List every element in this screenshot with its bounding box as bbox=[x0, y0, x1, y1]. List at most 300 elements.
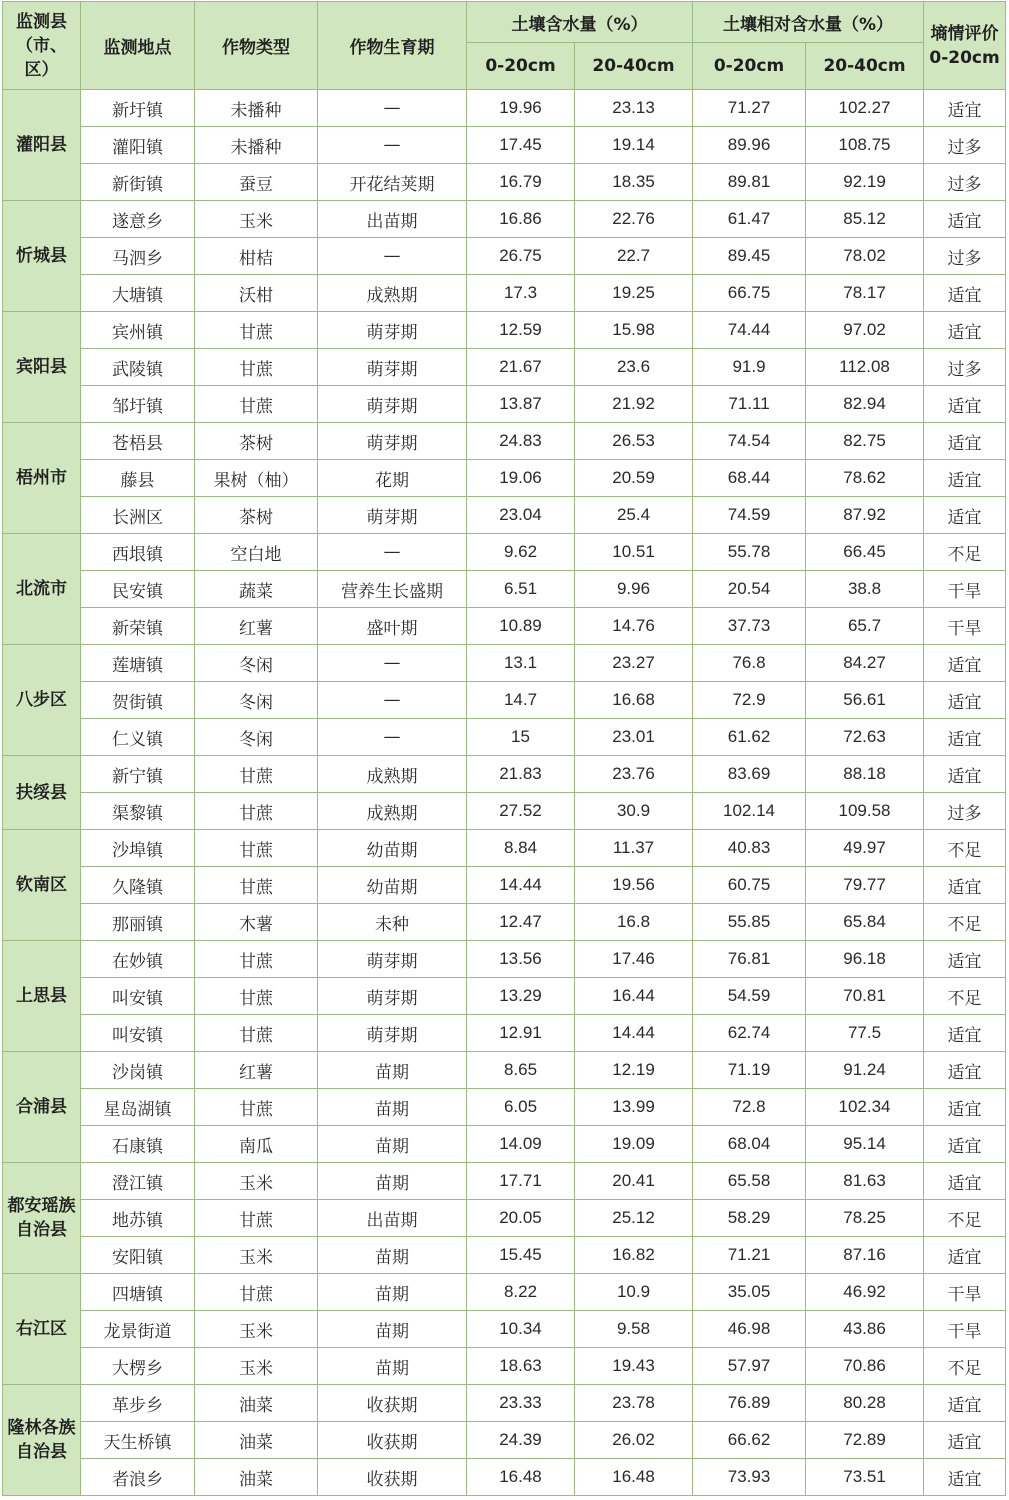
county-name-line: 隆林各族 bbox=[7, 1418, 76, 1438]
county-column-header bbox=[3, 2, 81, 90]
table-row bbox=[3, 1163, 1006, 1200]
moisture-20-40-cell: 30.9 bbox=[575, 793, 693, 830]
relative-20-40-cell: 70.86 bbox=[806, 1348, 924, 1385]
moisture-20-40-cell: 18.35 bbox=[575, 164, 693, 201]
crop-cell: 甘蔗 bbox=[195, 1015, 318, 1052]
evaluation-cell: 适宜 bbox=[924, 90, 1006, 127]
crop-cell: 未播种 bbox=[195, 127, 318, 164]
crop-cell: 玉米 bbox=[195, 1237, 318, 1274]
relative-0-20-cell: 91.9 bbox=[693, 349, 806, 386]
site-cell: 遂意乡 bbox=[81, 201, 195, 238]
crop-cell: 玉米 bbox=[195, 1311, 318, 1348]
table-row bbox=[3, 423, 1006, 460]
relative-0-20-cell: 102.14 bbox=[693, 793, 806, 830]
relative-20-40-cell: 78.17 bbox=[806, 275, 924, 312]
county-cell bbox=[3, 1163, 81, 1274]
table-row bbox=[3, 497, 1006, 534]
site-cell: 灌阳镇 bbox=[81, 127, 195, 164]
moisture-0-20-cell: 8.84 bbox=[467, 830, 575, 867]
relative-0-20-cell: 74.54 bbox=[693, 423, 806, 460]
evaluation-cell: 适宜 bbox=[924, 682, 1006, 719]
moisture-0-20-cell: 16.79 bbox=[467, 164, 575, 201]
moisture-0-20-cell: 14.09 bbox=[467, 1126, 575, 1163]
evaluation-cell: 适宜 bbox=[924, 1422, 1006, 1459]
moisture-0-20-cell: 12.91 bbox=[467, 1015, 575, 1052]
evaluation-cell: 不足 bbox=[924, 978, 1006, 1015]
relative-0-20-cell: 60.75 bbox=[693, 867, 806, 904]
stage-column-header: 作物生育期 bbox=[318, 2, 467, 90]
evaluation-cell: 适宜 bbox=[924, 497, 1006, 534]
table-row bbox=[3, 608, 1006, 645]
stage-cell: 幼苗期 bbox=[318, 830, 467, 867]
evaluation-cell: 过多 bbox=[924, 127, 1006, 164]
moisture-0-20-cell: 12.59 bbox=[467, 312, 575, 349]
relative-20-40-cell: 78.02 bbox=[806, 238, 924, 275]
crop-cell: 冬闲 bbox=[195, 682, 318, 719]
county-name-line: 钦南区 bbox=[16, 875, 67, 895]
evaluation-cell: 适宜 bbox=[924, 1015, 1006, 1052]
crop-column-header: 作物类型 bbox=[195, 2, 318, 90]
relative-20-40-cell: 87.16 bbox=[806, 1237, 924, 1274]
crop-cell: 沃柑 bbox=[195, 275, 318, 312]
moisture-20-40-cell: 16.82 bbox=[575, 1237, 693, 1274]
crop-cell: 甘蔗 bbox=[195, 793, 318, 830]
stage-cell: 苗期 bbox=[318, 1089, 467, 1126]
relative-0-20-cell: 72.9 bbox=[693, 682, 806, 719]
relative-20-40-cell: 108.75 bbox=[806, 127, 924, 164]
moisture-0-20-cell: 9.62 bbox=[467, 534, 575, 571]
site-cell: 仁义镇 bbox=[81, 719, 195, 756]
relative-0-20-cell: 89.96 bbox=[693, 127, 806, 164]
county-cell bbox=[3, 1052, 81, 1163]
table-row bbox=[3, 1089, 1006, 1126]
site-cell: 新荣镇 bbox=[81, 608, 195, 645]
site-cell: 安阳镇 bbox=[81, 1237, 195, 1274]
relative-0-20-cell: 68.44 bbox=[693, 460, 806, 497]
relative-20-40-cell: 102.27 bbox=[806, 90, 924, 127]
relative-0-20-cell: 20.54 bbox=[693, 571, 806, 608]
relative-20-40-cell: 95.14 bbox=[806, 1126, 924, 1163]
table-row bbox=[3, 682, 1006, 719]
evaluation-cell: 适宜 bbox=[924, 1385, 1006, 1422]
county-cell bbox=[3, 534, 81, 645]
relative-0-20-cell: 58.29 bbox=[693, 1200, 806, 1237]
moisture-20-40-cell: 11.37 bbox=[575, 830, 693, 867]
moisture-20-40-cell: 22.76 bbox=[575, 201, 693, 238]
site-cell: 马泗乡 bbox=[81, 238, 195, 275]
moisture-0-20-cell: 17.3 bbox=[467, 275, 575, 312]
crop-cell: 油菜 bbox=[195, 1459, 318, 1496]
stage-cell: — bbox=[318, 238, 467, 275]
county-name-line: 右江区 bbox=[16, 1319, 67, 1339]
moisture-20-40-cell: 13.99 bbox=[575, 1089, 693, 1126]
site-cell: 石康镇 bbox=[81, 1126, 195, 1163]
moisture-0-20-cell: 23.04 bbox=[467, 497, 575, 534]
moisture-0-20-cell: 6.51 bbox=[467, 571, 575, 608]
crop-cell: 冬闲 bbox=[195, 719, 318, 756]
crop-cell: 甘蔗 bbox=[195, 941, 318, 978]
county-name-line: 忻城县 bbox=[16, 246, 67, 266]
relative-0-20-cell: 74.59 bbox=[693, 497, 806, 534]
crop-cell: 木薯 bbox=[195, 904, 318, 941]
moisture-0-20-cell: 21.67 bbox=[467, 349, 575, 386]
table-row bbox=[3, 867, 1006, 904]
evaluation-cell: 适宜 bbox=[924, 941, 1006, 978]
moisture-0-20-cell: 23.33 bbox=[467, 1385, 575, 1422]
site-cell: 新宁镇 bbox=[81, 756, 195, 793]
county-name-line: 自治县 bbox=[16, 1220, 67, 1240]
site-cell: 邹圩镇 bbox=[81, 386, 195, 423]
moisture-20-40-cell: 16.68 bbox=[575, 682, 693, 719]
evaluation-header-line: 0-20cm bbox=[929, 47, 1000, 68]
relative-0-20-cell: 66.75 bbox=[693, 275, 806, 312]
moisture-0-20-header: 0-20cm bbox=[467, 43, 575, 90]
table-row bbox=[3, 1237, 1006, 1274]
table-row bbox=[3, 90, 1006, 127]
evaluation-cell: 不足 bbox=[924, 534, 1006, 571]
stage-cell: 苗期 bbox=[318, 1237, 467, 1274]
county-name-line: 合浦县 bbox=[16, 1097, 67, 1117]
moisture-0-20-cell: 21.83 bbox=[467, 756, 575, 793]
relative-20-40-cell: 81.63 bbox=[806, 1163, 924, 1200]
relative-0-20-cell: 61.62 bbox=[693, 719, 806, 756]
stage-cell: 萌芽期 bbox=[318, 497, 467, 534]
crop-cell: 油菜 bbox=[195, 1422, 318, 1459]
evaluation-cell: 适宜 bbox=[924, 1163, 1006, 1200]
relative-20-40-cell: 78.62 bbox=[806, 460, 924, 497]
moisture-20-40-cell: 22.7 bbox=[575, 238, 693, 275]
relative-0-20-cell: 68.04 bbox=[693, 1126, 806, 1163]
relative-0-20-cell: 72.8 bbox=[693, 1089, 806, 1126]
county-cell bbox=[3, 756, 81, 830]
table-row bbox=[3, 978, 1006, 1015]
relative-20-40-cell: 80.28 bbox=[806, 1385, 924, 1422]
relative-20-40-cell: 102.34 bbox=[806, 1089, 924, 1126]
evaluation-cell: 干旱 bbox=[924, 1274, 1006, 1311]
relative-20-40-cell: 65.7 bbox=[806, 608, 924, 645]
moisture-20-40-cell: 19.09 bbox=[575, 1126, 693, 1163]
county-cell bbox=[3, 1274, 81, 1385]
site-cell: 新街镇 bbox=[81, 164, 195, 201]
relative-20-40-cell: 73.51 bbox=[806, 1459, 924, 1496]
moisture-0-20-cell: 10.89 bbox=[467, 608, 575, 645]
table-row bbox=[3, 571, 1006, 608]
evaluation-cell: 适宜 bbox=[924, 460, 1006, 497]
site-cell: 渠黎镇 bbox=[81, 793, 195, 830]
relative-0-20-cell: 55.85 bbox=[693, 904, 806, 941]
site-cell: 久隆镇 bbox=[81, 867, 195, 904]
moisture-0-20-cell: 19.06 bbox=[467, 460, 575, 497]
table-row bbox=[3, 1274, 1006, 1311]
moisture-0-20-cell: 24.83 bbox=[467, 423, 575, 460]
evaluation-cell: 适宜 bbox=[924, 201, 1006, 238]
moisture-20-40-cell: 9.96 bbox=[575, 571, 693, 608]
moisture-20-40-cell: 25.12 bbox=[575, 1200, 693, 1237]
evaluation-cell: 适宜 bbox=[924, 1089, 1006, 1126]
moisture-20-40-cell: 26.02 bbox=[575, 1422, 693, 1459]
stage-cell: 萌芽期 bbox=[318, 941, 467, 978]
moisture-0-20-cell: 19.96 bbox=[467, 90, 575, 127]
site-cell: 长洲区 bbox=[81, 497, 195, 534]
crop-cell: 茶树 bbox=[195, 497, 318, 534]
relative-20-40-cell: 85.12 bbox=[806, 201, 924, 238]
evaluation-cell: 适宜 bbox=[924, 386, 1006, 423]
stage-cell: 苗期 bbox=[318, 1348, 467, 1385]
relative-0-20-cell: 89.81 bbox=[693, 164, 806, 201]
crop-cell: 果树（柚） bbox=[195, 460, 318, 497]
moisture-20-40-cell: 14.76 bbox=[575, 608, 693, 645]
moisture-20-40-cell: 23.6 bbox=[575, 349, 693, 386]
crop-cell: 柑桔 bbox=[195, 238, 318, 275]
site-cell: 者浪乡 bbox=[81, 1459, 195, 1496]
evaluation-column-header bbox=[924, 2, 1006, 90]
county-cell bbox=[3, 90, 81, 201]
crop-cell: 甘蔗 bbox=[195, 978, 318, 1015]
relative-0-20-cell: 55.78 bbox=[693, 534, 806, 571]
evaluation-cell: 适宜 bbox=[924, 756, 1006, 793]
evaluation-cell: 适宜 bbox=[924, 1126, 1006, 1163]
relative-0-20-cell: 83.69 bbox=[693, 756, 806, 793]
moisture-group-header: 土壤含水量（%） bbox=[467, 2, 693, 43]
table-row bbox=[3, 238, 1006, 275]
crop-cell: 红薯 bbox=[195, 608, 318, 645]
crop-cell: 甘蔗 bbox=[195, 1274, 318, 1311]
moisture-0-20-cell: 8.22 bbox=[467, 1274, 575, 1311]
county-name-line: 宾阳县 bbox=[16, 357, 67, 377]
relative-20-40-cell: 92.19 bbox=[806, 164, 924, 201]
evaluation-cell: 过多 bbox=[924, 349, 1006, 386]
county-name-line: 扶绥县 bbox=[16, 782, 67, 803]
stage-cell: 萌芽期 bbox=[318, 423, 467, 460]
county-cell bbox=[3, 201, 81, 312]
county-name-line: 自治县 bbox=[16, 1442, 67, 1462]
relative-20-40-cell: 84.27 bbox=[806, 645, 924, 682]
county-name-line: 都安瑶族 bbox=[7, 1196, 76, 1216]
stage-cell: 花期 bbox=[318, 460, 467, 497]
table-row bbox=[3, 312, 1006, 349]
evaluation-cell: 适宜 bbox=[924, 719, 1006, 756]
relative-20-40-cell: 97.02 bbox=[806, 312, 924, 349]
moisture-0-20-cell: 15.45 bbox=[467, 1237, 575, 1274]
table-row bbox=[3, 127, 1006, 164]
evaluation-cell: 适宜 bbox=[924, 645, 1006, 682]
stage-cell: 苗期 bbox=[318, 1274, 467, 1311]
table-row bbox=[3, 793, 1006, 830]
relative-20-40-cell: 112.08 bbox=[806, 349, 924, 386]
evaluation-cell: 不足 bbox=[924, 830, 1006, 867]
evaluation-cell: 过多 bbox=[924, 238, 1006, 275]
table-row bbox=[3, 1126, 1006, 1163]
moisture-0-20-cell: 13.56 bbox=[467, 941, 575, 978]
moisture-20-40-cell: 23.78 bbox=[575, 1385, 693, 1422]
crop-cell: 甘蔗 bbox=[195, 386, 318, 423]
relative-20-40-cell: 78.25 bbox=[806, 1200, 924, 1237]
site-cell: 天生桥镇 bbox=[81, 1422, 195, 1459]
moisture-0-20-cell: 15 bbox=[467, 719, 575, 756]
table-row bbox=[3, 1385, 1006, 1422]
moisture-20-40-header: 20-40cm bbox=[575, 43, 693, 90]
stage-cell: — bbox=[318, 682, 467, 719]
evaluation-cell: 过多 bbox=[924, 164, 1006, 201]
site-cell: 大塘镇 bbox=[81, 275, 195, 312]
relative-20-40-cell: 43.86 bbox=[806, 1311, 924, 1348]
site-cell: 澄江镇 bbox=[81, 1163, 195, 1200]
moisture-20-40-cell: 19.25 bbox=[575, 275, 693, 312]
relative-0-20-cell: 62.74 bbox=[693, 1015, 806, 1052]
moisture-0-20-cell: 10.34 bbox=[467, 1311, 575, 1348]
table-row bbox=[3, 349, 1006, 386]
stage-cell: 苗期 bbox=[318, 1052, 467, 1089]
relative-20-40-cell: 82.75 bbox=[806, 423, 924, 460]
stage-cell: 收获期 bbox=[318, 1385, 467, 1422]
relative-0-20-header: 0-20cm bbox=[693, 43, 806, 90]
table-row bbox=[3, 830, 1006, 867]
site-cell: 莲塘镇 bbox=[81, 645, 195, 682]
table-row bbox=[3, 756, 1006, 793]
stage-cell: 萌芽期 bbox=[318, 978, 467, 1015]
table-row bbox=[3, 164, 1006, 201]
relative-20-40-cell: 49.97 bbox=[806, 830, 924, 867]
crop-cell: 未播种 bbox=[195, 90, 318, 127]
relative-0-20-cell: 37.73 bbox=[693, 608, 806, 645]
relative-0-20-cell: 71.21 bbox=[693, 1237, 806, 1274]
moisture-0-20-cell: 14.44 bbox=[467, 867, 575, 904]
crop-cell: 甘蔗 bbox=[195, 830, 318, 867]
stage-cell: — bbox=[318, 127, 467, 164]
county-name-line: 灌阳县 bbox=[16, 135, 67, 155]
relative-0-20-cell: 54.59 bbox=[693, 978, 806, 1015]
table-row bbox=[3, 201, 1006, 238]
moisture-0-20-cell: 26.75 bbox=[467, 238, 575, 275]
moisture-20-40-cell: 19.14 bbox=[575, 127, 693, 164]
stage-cell: — bbox=[318, 90, 467, 127]
moisture-20-40-cell: 21.92 bbox=[575, 386, 693, 423]
relative-20-40-cell: 109.58 bbox=[806, 793, 924, 830]
site-cell: 武陵镇 bbox=[81, 349, 195, 386]
moisture-0-20-cell: 16.86 bbox=[467, 201, 575, 238]
site-cell: 苍梧县 bbox=[81, 423, 195, 460]
county-name-line: 八步区 bbox=[16, 690, 67, 710]
moisture-0-20-cell: 17.45 bbox=[467, 127, 575, 164]
relative-0-20-cell: 76.81 bbox=[693, 941, 806, 978]
county-cell bbox=[3, 312, 81, 423]
moisture-20-40-cell: 16.8 bbox=[575, 904, 693, 941]
relative-20-40-cell: 72.63 bbox=[806, 719, 924, 756]
crop-cell: 蚕豆 bbox=[195, 164, 318, 201]
moisture-0-20-cell: 13.87 bbox=[467, 386, 575, 423]
stage-cell: — bbox=[318, 534, 467, 571]
moisture-20-40-cell: 23.76 bbox=[575, 756, 693, 793]
crop-cell: 冬闲 bbox=[195, 645, 318, 682]
table-row bbox=[3, 386, 1006, 423]
stage-cell: 未种 bbox=[318, 904, 467, 941]
moisture-0-20-cell: 18.63 bbox=[467, 1348, 575, 1385]
relative-20-40-cell: 65.84 bbox=[806, 904, 924, 941]
soil-moisture-table bbox=[2, 1, 1006, 1496]
stage-cell: 开花结荚期 bbox=[318, 164, 467, 201]
county-name-line: 北流市 bbox=[16, 579, 67, 599]
moisture-0-20-cell: 6.05 bbox=[467, 1089, 575, 1126]
table-row bbox=[3, 1422, 1006, 1459]
moisture-0-20-cell: 16.48 bbox=[467, 1459, 575, 1496]
moisture-20-40-cell: 10.51 bbox=[575, 534, 693, 571]
stage-cell: 成熟期 bbox=[318, 275, 467, 312]
moisture-0-20-cell: 13.1 bbox=[467, 645, 575, 682]
site-cell: 沙埠镇 bbox=[81, 830, 195, 867]
stage-cell: 苗期 bbox=[318, 1311, 467, 1348]
county-cell bbox=[3, 645, 81, 756]
site-cell: 革步乡 bbox=[81, 1385, 195, 1422]
stage-cell: 出苗期 bbox=[318, 201, 467, 238]
site-column-header: 监测地点 bbox=[81, 2, 195, 90]
site-cell: 大楞乡 bbox=[81, 1348, 195, 1385]
county-header-line: （市、 bbox=[16, 35, 67, 56]
crop-cell: 玉米 bbox=[195, 201, 318, 238]
site-cell: 四塘镇 bbox=[81, 1274, 195, 1311]
relative-0-20-cell: 40.83 bbox=[693, 830, 806, 867]
site-cell: 叫安镇 bbox=[81, 978, 195, 1015]
site-cell: 沙岗镇 bbox=[81, 1052, 195, 1089]
moisture-0-20-cell: 20.05 bbox=[467, 1200, 575, 1237]
relative-0-20-cell: 76.8 bbox=[693, 645, 806, 682]
table-row bbox=[3, 719, 1006, 756]
relative-20-40-cell: 96.18 bbox=[806, 941, 924, 978]
evaluation-cell: 干旱 bbox=[924, 608, 1006, 645]
county-name-line: 梧州市 bbox=[16, 468, 67, 488]
evaluation-cell: 适宜 bbox=[924, 423, 1006, 460]
site-cell: 地苏镇 bbox=[81, 1200, 195, 1237]
site-cell: 西垠镇 bbox=[81, 534, 195, 571]
site-cell: 叫安镇 bbox=[81, 1015, 195, 1052]
county-header-line: 监测县 bbox=[16, 11, 67, 32]
moisture-20-40-cell: 20.59 bbox=[575, 460, 693, 497]
moisture-20-40-cell: 19.43 bbox=[575, 1348, 693, 1385]
stage-cell: — bbox=[318, 645, 467, 682]
table-row bbox=[3, 534, 1006, 571]
county-cell bbox=[3, 423, 81, 534]
site-cell: 龙景街道 bbox=[81, 1311, 195, 1348]
relative-0-20-cell: 66.62 bbox=[693, 1422, 806, 1459]
moisture-0-20-cell: 24.39 bbox=[467, 1422, 575, 1459]
stage-cell: 萌芽期 bbox=[318, 386, 467, 423]
crop-cell: 空白地 bbox=[195, 534, 318, 571]
moisture-20-40-cell: 15.98 bbox=[575, 312, 693, 349]
moisture-20-40-cell: 26.53 bbox=[575, 423, 693, 460]
site-cell: 贺街镇 bbox=[81, 682, 195, 719]
moisture-0-20-cell: 12.47 bbox=[467, 904, 575, 941]
crop-cell: 玉米 bbox=[195, 1348, 318, 1385]
table-row bbox=[3, 1459, 1006, 1496]
relative-0-20-cell: 35.05 bbox=[693, 1274, 806, 1311]
relative-20-40-cell: 56.61 bbox=[806, 682, 924, 719]
table-row bbox=[3, 1015, 1006, 1052]
site-cell: 藤县 bbox=[81, 460, 195, 497]
moisture-20-40-cell: 10.9 bbox=[575, 1274, 693, 1311]
crop-cell: 甘蔗 bbox=[195, 312, 318, 349]
relative-20-40-cell: 77.5 bbox=[806, 1015, 924, 1052]
stage-cell: 苗期 bbox=[318, 1126, 467, 1163]
relative-0-20-cell: 71.11 bbox=[693, 386, 806, 423]
evaluation-cell: 干旱 bbox=[924, 1311, 1006, 1348]
moisture-0-20-cell: 14.7 bbox=[467, 682, 575, 719]
table-header bbox=[3, 2, 1006, 90]
stage-cell: 萌芽期 bbox=[318, 1015, 467, 1052]
relative-0-20-cell: 46.98 bbox=[693, 1311, 806, 1348]
crop-cell: 茶树 bbox=[195, 423, 318, 460]
moisture-20-40-cell: 19.56 bbox=[575, 867, 693, 904]
county-name-line: 上思县 bbox=[16, 986, 67, 1006]
county-cell bbox=[3, 941, 81, 1052]
